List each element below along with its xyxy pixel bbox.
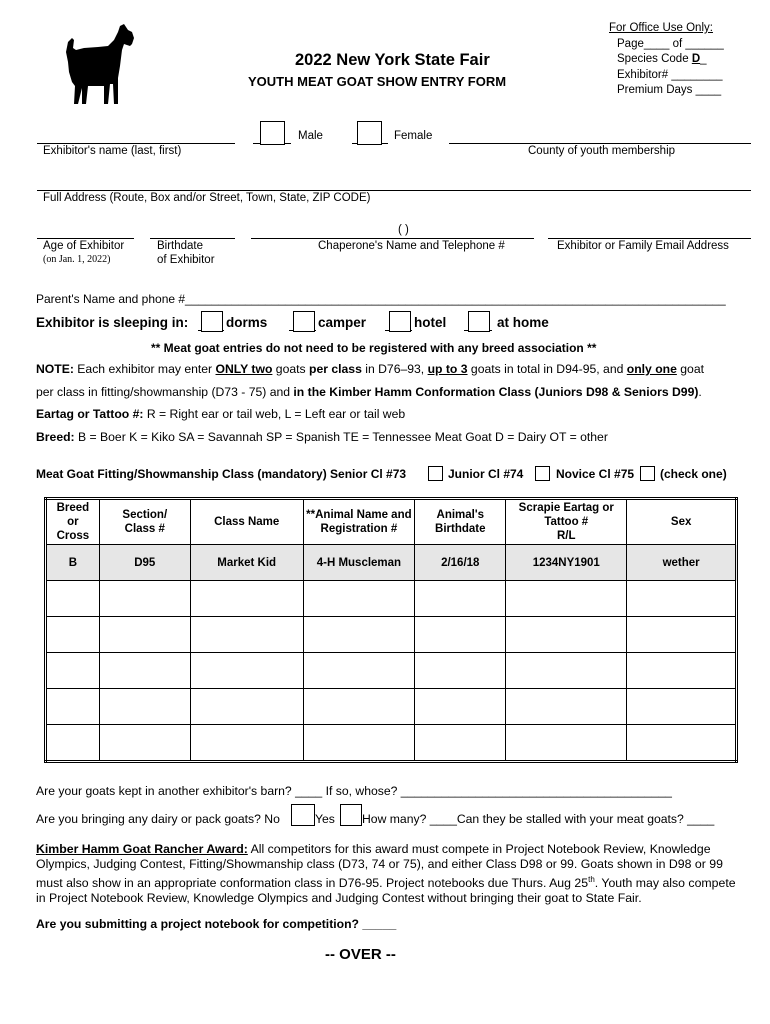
address-label: Full Address (Route, Box and/or Street, Town, State, ZIP CODE) — [43, 192, 371, 204]
header-scrapie-tag: Scrapie Eartag or Tattoo # R/L — [506, 499, 627, 545]
parent-line[interactable]: Parent's Name and phone #_________________________________________________________________________________ — [36, 292, 726, 306]
form-subtitle: YOUTH MEAT GOAT SHOW ENTRY FORM — [248, 74, 507, 89]
male-label: Male — [298, 130, 323, 142]
note-line-1: NOTE: Each exhibitor may enter ONLY two goats per class in D76–93, up to 3 goats in total in D94-95, and only one goat — [36, 362, 704, 376]
office-page-line: Page____ of ______ — [617, 37, 724, 50]
table-cell[interactable] — [415, 581, 506, 617]
dairy-question-1: Are you bringing any dairy or pack goats? No — [36, 812, 280, 826]
camper-checkbox[interactable] — [293, 311, 315, 332]
entry-table — [44, 497, 738, 763]
address-line[interactable] — [37, 190, 751, 191]
office-species-line: Species Code D_ — [617, 53, 707, 65]
header-sex: Sex — [627, 499, 737, 545]
dairy-yes-label: Yes — [315, 812, 335, 826]
eartag-legend: Eartag or Tattoo #: R = Right ear or tail web, L = Left ear or tail web — [36, 407, 406, 421]
age-line[interactable] — [37, 238, 134, 239]
table-cell[interactable] — [99, 725, 190, 762]
novice-label: Novice Cl #75 — [556, 467, 635, 481]
table-cell[interactable] — [506, 689, 627, 725]
table-cell[interactable] — [627, 689, 737, 725]
sample-class: D95 — [99, 545, 190, 581]
table-cell[interactable] — [627, 617, 737, 653]
table-cell[interactable] — [415, 617, 506, 653]
sample-breed: B — [46, 545, 100, 581]
header-animal-name: **Animal Name and Registration # — [303, 499, 415, 545]
office-exhibitor-line: Exhibitor# ________ — [617, 68, 723, 81]
sample-animal-name: 4-H Muscleman — [303, 545, 415, 581]
table-cell[interactable] — [415, 689, 506, 725]
table-cell[interactable] — [190, 653, 303, 689]
table-cell[interactable] — [627, 725, 737, 762]
table-cell[interactable] — [99, 581, 190, 617]
table-cell[interactable] — [303, 617, 415, 653]
header-class-name: Class Name — [190, 499, 303, 545]
birthdate-label-1: Birthdate — [157, 240, 204, 252]
table-cell[interactable] — [46, 617, 100, 653]
table-row — [46, 581, 737, 617]
sample-class-name: Market Kid — [190, 545, 303, 581]
table-cell[interactable] — [506, 581, 627, 617]
table-cell[interactable] — [303, 581, 415, 617]
note-line-2: per class in fitting/showmanship (D73 - 75) and in the Kimber Hamm Conformation Class (Juniors D98 & Seniors D99). — [36, 385, 702, 399]
birthdate-label-2: of Exhibitor — [157, 254, 215, 266]
sample-eartag: 1234NY1901 — [506, 545, 627, 581]
camper-label: camper — [318, 315, 367, 330]
sample-sex: wether — [627, 545, 737, 581]
office-use-box — [609, 21, 724, 99]
hotel-checkbox[interactable] — [389, 311, 411, 332]
table-cell[interactable] — [303, 725, 415, 762]
table-cell[interactable] — [46, 581, 100, 617]
table-header-row — [46, 499, 737, 545]
table-cell[interactable] — [46, 689, 100, 725]
check-one-label: (check one) — [660, 467, 727, 481]
table-cell[interactable] — [190, 617, 303, 653]
chaperone-line[interactable] — [251, 238, 534, 239]
hotel-label: hotel — [414, 315, 447, 330]
female-checkbox[interactable] — [357, 121, 382, 145]
office-use-heading: For Office Use Only: — [609, 22, 713, 34]
age-note: (on Jan. 1, 2022) — [43, 254, 111, 265]
office-premium-line: Premium Days ____ — [617, 84, 722, 96]
table-cell[interactable] — [627, 653, 737, 689]
table-cell[interactable] — [190, 581, 303, 617]
table-cell[interactable] — [46, 653, 100, 689]
table-cell[interactable] — [99, 653, 190, 689]
birthdate-line[interactable] — [150, 238, 235, 239]
header-section-class: Section/ Class # — [99, 499, 190, 545]
home-checkbox[interactable] — [468, 311, 490, 332]
award-paragraph: Kimber Hamm Goat Rancher Award: All competitors for this award must compete in Project Notebook Review, Knowledge Olympics, Judging Contest, Fitting/Showmanship class (D73, 74 or 75), and either Class D98 or 99. Goats shown in D98 or 99 must also show in an appropriate conformation class in D76-95. Project notebooks due Thurs. Aug 25th. Youth may also compete in Project Notebook Review, Knowledge Olympics and Judging Contest without bringing their goat to State Fair. — [36, 842, 736, 906]
table-cell[interactable] — [99, 689, 190, 725]
fitting-label: Meat Goat Fitting/Showmanship Class (mandatory) Senior Cl #73 — [36, 467, 407, 481]
table-cell[interactable] — [506, 725, 627, 762]
table-row — [46, 617, 737, 653]
table-cell[interactable] — [190, 725, 303, 762]
sleeping-label: Exhibitor is sleeping in: — [36, 315, 189, 330]
phone-parens: ( ) — [398, 224, 409, 236]
table-cell[interactable] — [627, 581, 737, 617]
table-cell[interactable] — [99, 617, 190, 653]
table-row — [46, 689, 737, 725]
notebook-question[interactable]: Are you submitting a project notebook for competition? _____ — [36, 917, 397, 931]
dairy-yes-checkbox[interactable] — [340, 804, 362, 826]
sample-birthdate: 2/16/18 — [415, 545, 506, 581]
dorms-checkbox[interactable] — [201, 311, 223, 332]
species-code-value: D — [691, 53, 701, 65]
county-line[interactable] — [449, 143, 751, 144]
dairy-question-2[interactable]: How many? ____Can they be stalled with your meat goats? ____ — [362, 812, 715, 826]
dairy-no-checkbox[interactable] — [291, 804, 315, 826]
breed-legend: Breed: B = Boer K = Kiko SA = Savannah SP = Spanish TE = Tennessee Meat Goat D = Dairy OT = other — [36, 430, 608, 444]
table-row — [46, 725, 737, 762]
form-title: 2022 New York State Fair — [295, 51, 490, 69]
award-title: Kimber Hamm Goat Rancher Award: — [36, 842, 248, 856]
home-label: at home — [497, 315, 549, 330]
sample-row — [46, 545, 737, 581]
dorms-label: dorms — [226, 315, 268, 330]
over-footer: -- OVER -- — [325, 946, 396, 963]
table-cell[interactable] — [506, 653, 627, 689]
barn-question[interactable]: Are your goats kept in another exhibitor's barn? ____ If so, whose? ________________________________________ — [36, 784, 672, 798]
age-label: Age of Exhibitor — [43, 240, 125, 252]
header-breed: Breed or Cross — [46, 499, 100, 545]
header-birthdate: Animal's Birthdate — [415, 499, 506, 545]
junior-checkbox[interactable] — [535, 466, 550, 481]
table-row — [46, 653, 737, 689]
exhibitor-name-label: Exhibitor's name (last, first) — [43, 145, 182, 157]
junior-label: Junior Cl #74 — [448, 467, 524, 481]
table-cell[interactable] — [415, 725, 506, 762]
table-cell[interactable] — [190, 689, 303, 725]
table-cell[interactable] — [415, 653, 506, 689]
male-checkbox[interactable] — [260, 121, 285, 145]
email-label: Exhibitor or Family Email Address — [557, 240, 729, 252]
county-label: County of youth membership — [528, 145, 676, 157]
female-label: Female — [394, 130, 433, 142]
chaperone-label: Chaperone's Name and Telephone # — [318, 240, 505, 252]
table-cell[interactable] — [506, 617, 627, 653]
goat-logo-icon — [64, 22, 138, 106]
table-cell[interactable] — [46, 725, 100, 762]
table-cell[interactable] — [303, 689, 415, 725]
registration-note: ** Meat goat entries do not need to be registered with any breed association ** — [151, 341, 597, 355]
novice-checkbox[interactable] — [640, 466, 655, 481]
table-cell[interactable] — [303, 653, 415, 689]
exhibitor-name-line[interactable] — [37, 143, 235, 144]
email-line[interactable] — [548, 238, 751, 239]
senior-checkbox[interactable] — [428, 466, 443, 481]
